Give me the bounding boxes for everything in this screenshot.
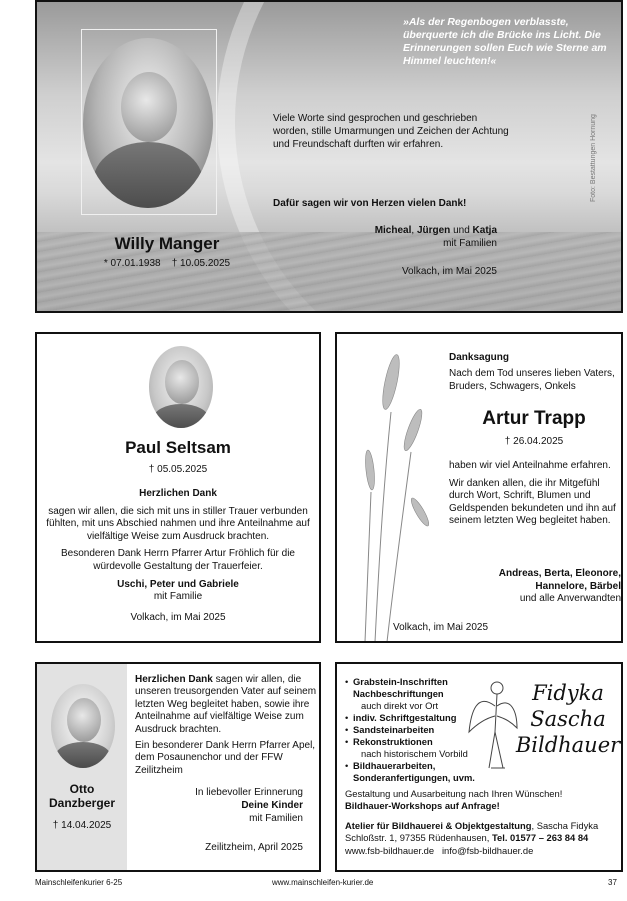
- deceased-name: Willy Manger: [114, 234, 220, 253]
- phone-number: Tel. 01577 – 263 84 84: [491, 832, 589, 844]
- place-date: Volkach, im Mai 2025: [393, 622, 489, 633]
- service-item: • indiv. Schriftgestaltung: [345, 712, 505, 724]
- family-names: Andreas, Berta, Eleonore, Hannelore, Bärbel und alle Anverwandten: [498, 568, 621, 605]
- workshop-note: Bildhauer-Workshops auf Anfrage!: [345, 800, 500, 811]
- deceased-name: Paul Seltsam: [125, 438, 231, 457]
- obituary-paul-seltsam: [35, 332, 321, 643]
- page-number: 37: [608, 878, 617, 887]
- email-link[interactable]: info@fsb-bildhauer.de: [441, 844, 534, 856]
- thanks-text: Viele Worte sind gesprochen und geschrieben worden, stille Umarmungen und Zeichen der Achtung und Freundschaft durften wir erfahren.: [273, 113, 509, 150]
- thanks-text: Herzlichen Dank sagen wir allen, die sich mit uns in stiller Trauer verbunden fühlten, mit uns Abschied nahmen und ihre Anteilnahme auf vielfältige Weise zum Ausdruck brachten. Besonderen Dank Herrn Pfarrer Artur Fröhlich für die würdevolle Gestaltung der Trauerfeier. Uschi, Peter und Gabriele mit Familie Volkach, im Mai 2025: [41, 488, 315, 629]
- advertisement-bildhauer: [335, 662, 623, 872]
- family-names: Micheal, Jürgen und Katja mit Familien: [374, 225, 497, 249]
- obituary-willy-manger: [35, 0, 623, 313]
- contact-block: Atelier für Bildhauerei & Objektgestaltung, Sascha Fidyka Schloßstr. 1, 97355 Rüdenhausen, Tel. 01577 – 263 84 84 www.fsb-bildhauer.de info@fsb-bildhauer.de: [345, 820, 599, 856]
- deceased-name: Otto Danzberger: [48, 782, 116, 810]
- thanks-line: Dafür sagen wir von Herzen vielen Dank!: [273, 198, 467, 209]
- place-date: Volkach, im Mai 2025: [401, 266, 497, 277]
- website-link[interactable]: www.fsb-bildhauer.de: [345, 844, 435, 856]
- slogan: Gestaltung und Ausarbeitung nach Ihren Wünschen!: [345, 788, 563, 799]
- service-item: nach historischem Vorbild: [361, 748, 468, 759]
- footer-publication: Mainschleifenkurier 6-25: [35, 878, 123, 887]
- death-date: † 14.04.2025: [52, 820, 112, 831]
- portrait-photo: [51, 684, 115, 768]
- portrait-photo: [83, 38, 213, 208]
- family-names: In liebevoller Erinnerung Deine Kinder mit Familien: [195, 787, 303, 824]
- footer-website: www.mainschleifen-kurier.de: [272, 878, 374, 887]
- death-date: † 10.05.2025: [171, 258, 231, 269]
- obituary-artur-trapp: [335, 332, 623, 643]
- place-date: Zeilitzheim, April 2025: [205, 842, 303, 853]
- angel-figure-icon: [467, 672, 519, 770]
- thanks-text: haben wir viel Anteilnahme erfahren. Wir danken allen, die ihr Mitgefühl durch Wort, Schrift, Blumen und Geldspenden bekundeten und ihn auf seinem letzten Weg begleitet haben.: [449, 460, 616, 527]
- service-item: • Grabstein-Inschriften: [345, 676, 505, 688]
- photo-credit: Foto: Bestattungen Hornung: [590, 114, 597, 202]
- death-date: † 26.04.2025: [504, 436, 564, 447]
- deceased-name: Artur Trapp: [482, 408, 586, 429]
- wheat-illustration: [345, 342, 435, 642]
- service-item: auch direkt vor Ort: [361, 700, 439, 711]
- place-date: Volkach, im Mai 2025: [130, 611, 226, 623]
- company-logo: Fidyka Sascha Bildhauer: [515, 681, 621, 757]
- birth-date: * 07.01.1938: [103, 258, 161, 269]
- service-item: • Sandsteinarbeiten: [345, 724, 505, 736]
- heading: Danksagung: [449, 352, 510, 363]
- service-item: • Rekonstruktionen: [345, 736, 505, 748]
- quote: »Als der Regenbogen verblasste, überquerte ich die Brücke ins Licht. Die Erinnerungen sollen Euch wie Sterne am Himmel leuchten!«: [403, 16, 607, 67]
- service-item: Nachbeschriftungen: [353, 688, 444, 699]
- obituary-otto-danzberger: [35, 662, 321, 872]
- death-date: † 05.05.2025: [148, 464, 208, 475]
- service-item: • Bildhauerarbeiten, Sonderanfertigungen, uvm.: [345, 760, 505, 784]
- life-dates: [67, 258, 267, 269]
- portrait-photo: [149, 346, 213, 428]
- intro-text: Nach dem Tod unseres lieben Vaters, Bruders, Schwagers, Onkels: [449, 368, 615, 392]
- thanks-text: Herzlichen Dank sagen wir allen, die unseren treusorgenden Vater auf seinem letzten Weg begleitet haben, sowie ihre Anteilnahme auf vielfältige Weise zum Ausdruck brachten. Ein besonderer Dank Herrn Pfarrer Apel, dem Posaunenchor und der FFW Zeilitzheim: [135, 674, 317, 776]
